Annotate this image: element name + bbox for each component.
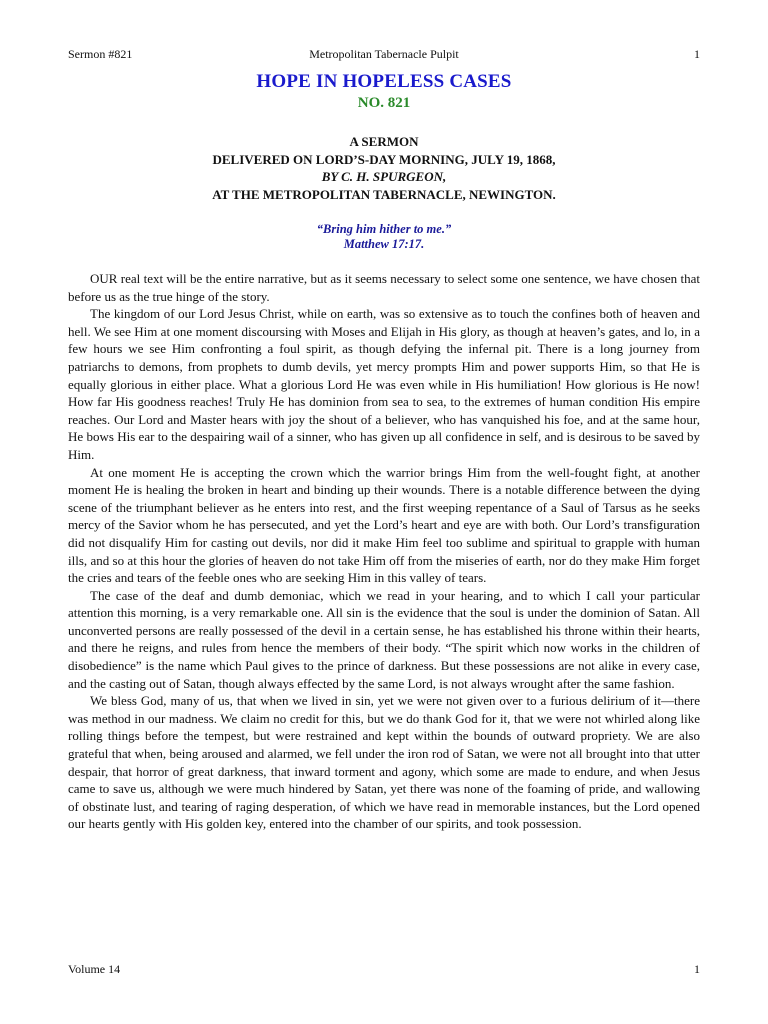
header-page-number: 1 — [694, 47, 700, 61]
intro-line-author: BY C. H. SPURGEON, — [321, 169, 447, 184]
paragraph: We bless God, many of us, that when we lived in sin, yet we were not given over to a furious delirium of it—there was method in our madness. We claim no credit for this, but we do thank God for it, that we were not whirled along like rolling things before the tempest, but were restrained and kept within the bounds of outward propriety. We are also grateful that when, being aroused and alarmed, we fell under the iron rod of Satan, we were not all brought into that utter despair, that horror of great darkness, that inward torment and agony, which some are made to endure, and when Jesus came to save us, although we were much hindered by Satan, yet there was none of the foaming of pride, and wallowing of obstinate lust, and tearing of raging desperation, of which we have read in memorable instances, but the Lord opened our hearts gently with His golden key, entered into the chamber of our spirits, and took possession. — [68, 693, 700, 832]
intro-line-sermon: A SERMON — [349, 134, 419, 149]
page-footer — [68, 962, 700, 978]
intro-line-location: AT THE METROPOLITAN TABERNACLE, NEWINGTON. — [212, 186, 556, 202]
sermon-number: NO. 821 — [357, 95, 411, 111]
sermon-title: HOPE IN HOPELESS CASES — [256, 71, 512, 92]
volume-label: Volume 14 — [68, 962, 121, 976]
scripture-quote — [0, 222, 768, 252]
sermon-body — [68, 270, 700, 833]
paragraph: The kingdom of our Lord Jesus Christ, while on earth, was so extensive as to touch the confines both of heaven and hell. We see Him at one moment discoursing with Moses and Elijah in His glory, as though at heaven’s gates, and lo, in a few hours we see Him confronting a foul spirit, as though defying the infernal pit. There is a long journey from patriarchs to demons, from prophets to dumb devils, yet mercy prompts Him and power supports Him, so that He is equally glorious in either place. What a glorious Lord He was even while in His humiliation! How glorious is He now! How far His goodness reaches! Truly He has dominion from sea to sea, to the extremes of human condition His empire reaches. Our Lord and Master hears with joy the shout of a believer, who has vanquished his foe, and at the same hour, He bows His ear to the despairing wail of a sinner, who has given up all confidence in self, and is desirous to be saved by Him. — [68, 306, 700, 462]
scripture-text: “Bring him hither to me.” — [316, 222, 452, 236]
page-header — [68, 47, 700, 63]
publication-title: Metropolitan Tabernacle Pulpit — [309, 47, 459, 61]
paragraph: The case of the deaf and dumb demoniac, which we read in your hearing, and to which I call your particular attention this morning, is a very remarkable one. All sin is the evidence that the soul is under the dominion of Satan. All unconverted persons are really possessed of the devil in a certain sense, he has established his throne within their hearts, and there he reigns, and rules from hence the members of their body. “The spirit which now works in the children of disobedience” is the name which Paul gives to the prince of darkness. But these possessions are not alike in every case, and the casting out of Satan, though always effected by the same Lord, is not always wrought after the same fashion. — [68, 587, 700, 691]
scripture-reference: Matthew 17:17. — [343, 237, 425, 251]
intro-line-delivered: DELIVERED ON LORD’S-DAY MORNING, JULY 19, 1868, — [212, 151, 556, 167]
paragraph: At one moment He is accepting the crown which the warrior brings Him from the well-fought fight, at another moment He is healing the broken in heart and binding up their wounds. There is a notable difference between the dying scene of the triumphant believer as he enters into rest, and the first weeping repentance of a Saul of Tarsus as he seeks mercy of the Savior whom he has persecuted, and yet the Lord’s heart and eye are with both. Our Lord’s transfiguration did not disqualify Him for casting out devils, nor did it make Him feel too sublime and spiritual to grapple with human ills, and so at this hour the glories of heaven do not take Him off from the miseries of earth, nor do they make Him forget the cries and tears of the feeble ones who are seeking Him in this valley of tears. — [68, 464, 700, 586]
sermon-intro — [0, 133, 768, 203]
sermon-number-label: Sermon #821 — [68, 47, 133, 61]
footer-page-number: 1 — [694, 962, 700, 976]
paragraph: OUR real text will be the entire narrative, but as it seems necessary to select some one sentence, we have chosen that before us as the true hinge of the story. — [68, 271, 700, 304]
